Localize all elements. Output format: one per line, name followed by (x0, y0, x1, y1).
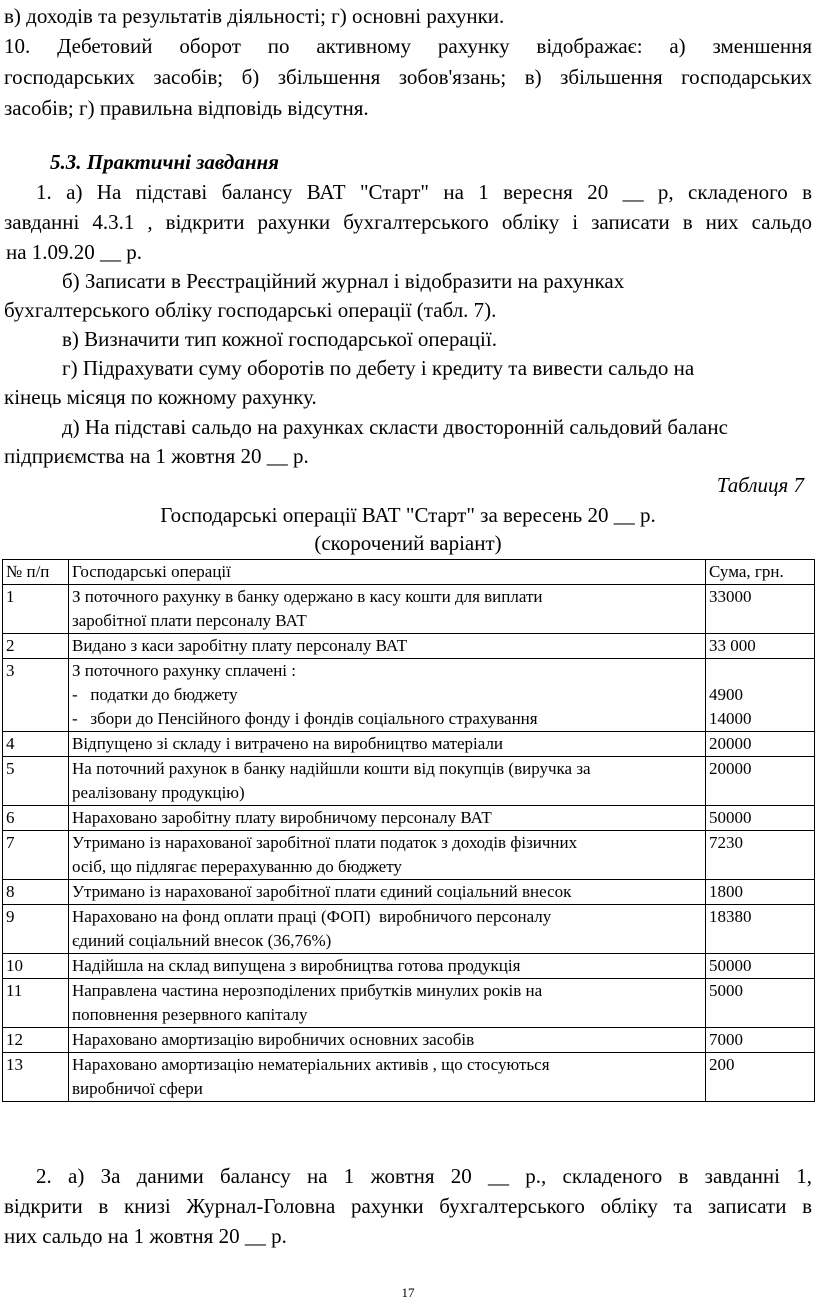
sum-cell (706, 905, 815, 954)
row-number: 3 (3, 659, 69, 732)
sum-value (709, 659, 811, 683)
table-subtitle: (скорочений варіант) (314, 531, 502, 555)
row-number: 8 (3, 880, 69, 905)
table-row (3, 905, 815, 954)
table-row (3, 979, 815, 1028)
operation-cell (69, 880, 706, 905)
operation-text: поповнення резервного капіталу (72, 1005, 308, 1024)
sum-value: 33 000 (709, 636, 756, 655)
sum-value: 14000 (709, 709, 752, 728)
row-number: 9 (3, 905, 69, 954)
table-row (3, 732, 815, 757)
table-title: Господарські операції ВАТ "Старт" за вересень 20 __ р. (160, 503, 656, 527)
task-1b-line-1: б) Записати в Реєстраційний журнал і відобразити на рахунках (62, 269, 625, 293)
row-number: 2 (3, 634, 69, 659)
table-row (3, 880, 815, 905)
task-2-line-3: них сальдо на 1 жовтня 20 __ р. (4, 1224, 287, 1248)
question-10-line-1: 10. Дебетовий оборот по активному рахунку відображає: а) зменшення (4, 34, 812, 58)
operation-cell (69, 634, 706, 659)
row-number: 7 (3, 831, 69, 880)
row-number: 5 (3, 757, 69, 806)
row-number: 11 (3, 979, 69, 1028)
operation-text: заробітної плати персоналу ВАТ (72, 611, 307, 630)
operation-cell (69, 659, 706, 732)
task-1a-line-1: 1. а) На підставі балансу ВАТ "Старт" на 1 вересня 20 __ р, складеного в (36, 180, 812, 204)
sum-cell (706, 1053, 815, 1102)
section-heading: 5.3. Практичні завдання (50, 150, 279, 174)
row-number: 10 (3, 954, 69, 979)
operation-text: Відпущено зі складу і витрачено на виробництво матеріали (72, 734, 504, 753)
table-row (3, 634, 815, 659)
sum-value: 33000 (709, 587, 752, 606)
operation-cell (69, 979, 706, 1028)
question-10-line-2: господарських засобів; б) збільшення зобов'язань; в) збільшення господарських (4, 65, 812, 89)
sum-value: 4900 (709, 685, 743, 704)
sum-value: 5000 (709, 981, 743, 1000)
operation-text: Утримано із нарахованої заробітної плати єдиний соціальний внесок (72, 882, 572, 901)
row-number: 13 (3, 1053, 69, 1102)
operation-text: - податки до бюджету (72, 685, 238, 704)
table-row (3, 1028, 815, 1053)
table-row (3, 659, 815, 732)
operation-text: З поточного рахунку сплачені : (72, 661, 296, 680)
sum-value: 20000 (709, 759, 752, 778)
row-number: 6 (3, 806, 69, 831)
task-1b-line-2: бухгалтерського обліку господарські операції (табл. 7). (4, 298, 497, 322)
table-header-row (3, 560, 815, 585)
table-row (3, 831, 815, 880)
table-number: Таблиця 7 (716, 473, 804, 497)
operation-text: З поточного рахунку в банку одержано в касу кошти для виплати (72, 587, 543, 606)
sum-value: 18380 (709, 907, 752, 926)
task-1c: в) Визначити тип кожної господарської операції. (62, 327, 497, 351)
header-sum: Сума, грн. (706, 560, 815, 585)
table-row (3, 954, 815, 979)
page-number: 17 (401, 1285, 415, 1300)
operation-text: Нараховано на фонд оплати праці (ФОП) виробничого персоналу (72, 907, 552, 926)
operation-cell (69, 1053, 706, 1102)
sum-cell (706, 979, 815, 1028)
table-row (3, 585, 815, 634)
sum-value: 20000 (709, 734, 752, 753)
sum-value: 50000 (709, 808, 752, 827)
operation-cell (69, 905, 706, 954)
table-row (3, 806, 815, 831)
sum-cell (706, 634, 815, 659)
row-number: 12 (3, 1028, 69, 1053)
question-10-line-3: засобів; г) правильна відповідь відсутня. (4, 96, 369, 120)
operation-text: єдиний соціальний внесок (36,76%) (72, 931, 332, 950)
operation-text: Нараховано амортизацію виробничих основних засобів (72, 1030, 475, 1049)
task-1d-line-1: г) Підрахувати суму оборотів по дебету і кредиту та вивести сальдо на (62, 356, 695, 380)
sum-cell (706, 1028, 815, 1053)
operation-text: Нараховано амортизацію нематеріальних активів , що стосуються (72, 1055, 550, 1074)
operation-cell (69, 757, 706, 806)
operation-text: виробничої сфери (72, 1079, 203, 1098)
sum-value: 200 (709, 1055, 735, 1074)
task-1e-line-2: підприємства на 1 жовтня 20 __ р. (4, 444, 309, 468)
sum-value: 1800 (709, 882, 743, 901)
sum-cell (706, 732, 815, 757)
header-operation: Господарські операції (69, 560, 706, 585)
operation-text: Нараховано заробітну плату виробничому персоналу ВАТ (72, 808, 492, 827)
operation-text: Утримано із нарахованої заробітної плати податок з доходів фізичних (72, 833, 578, 852)
operation-cell (69, 732, 706, 757)
operation-cell (69, 954, 706, 979)
sum-cell (706, 880, 815, 905)
operation-text: осіб, що підлягає перерахуванню до бюджету (72, 857, 402, 876)
task-1a-line-2: завданні 4.3.1 , відкрити рахунки бухгалтерського обліку і записати в них сальдо (4, 210, 812, 234)
sum-cell (706, 659, 815, 732)
operation-cell (69, 585, 706, 634)
task-1e-line-1: д) На підставі сальдо на рахунках скласти двосторонній сальдовий баланс (62, 415, 728, 439)
row-number: 4 (3, 732, 69, 757)
sum-cell (706, 757, 815, 806)
task-2-line-2: відкрити в книзі Журнал-Головна рахунки бухгалтерського обліку та записати в (4, 1194, 812, 1218)
operation-cell (69, 1028, 706, 1053)
operation-text: Видано з каси заробітну плату персоналу ВАТ (72, 636, 408, 655)
task-2-line-1: 2. а) За даними балансу на 1 жовтня 20 __ р., складеного в завданні 1, (36, 1164, 812, 1188)
table-row (3, 757, 815, 806)
sum-cell (706, 585, 815, 634)
sum-value: 50000 (709, 956, 752, 975)
intro-line: в) доходів та результатів діяльності; г) основні рахунки. (4, 4, 505, 28)
operation-text: реалізовану продукцію) (72, 783, 245, 802)
operation-cell (69, 831, 706, 880)
operation-text: Направлена частина нерозподілених прибутків минулих років на (72, 981, 543, 1000)
sum-cell (706, 806, 815, 831)
operation-text: - збори до Пенсійного фонду і фондів соціального страхування (72, 709, 538, 728)
sum-cell (706, 831, 815, 880)
task-1a-line-3: на 1.09.20 __ р. (6, 240, 143, 264)
operation-cell (69, 806, 706, 831)
sum-value: 7230 (709, 833, 743, 852)
row-number: 1 (3, 585, 69, 634)
header-number: № п/п (3, 560, 69, 585)
sum-cell (706, 954, 815, 979)
operations-table (2, 559, 815, 1102)
operation-text: Надійшла на склад випущена з виробництва готова продукція (72, 956, 521, 975)
table-row (3, 1053, 815, 1102)
task-1d-line-2: кінець місяця по кожному рахунку. (4, 385, 317, 409)
sum-value: 7000 (709, 1030, 743, 1049)
operation-text: На поточний рахунок в банку надійшли кошти від покупців (виручка за (72, 759, 591, 778)
